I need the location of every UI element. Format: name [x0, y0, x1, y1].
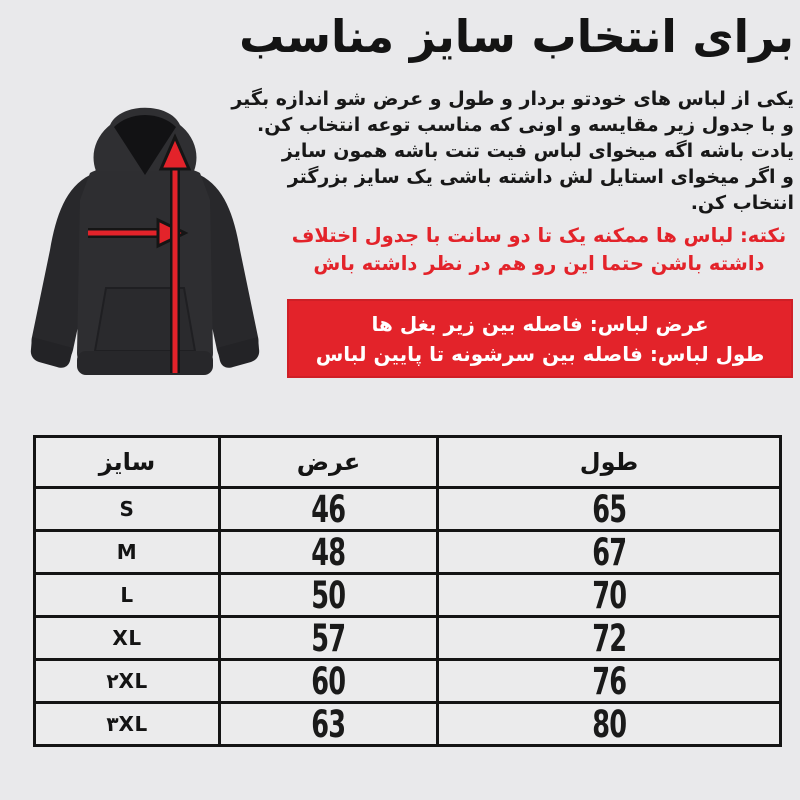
definition-line-width: عرض لباس: فاصله بین زیر بغل ها	[371, 311, 709, 336]
table-row	[35, 531, 781, 574]
intro-line: و اگر میخوای استایل لش داشته باشی یک سایز بزرگتر	[287, 166, 794, 188]
col-header-size: سایز	[35, 437, 220, 488]
cell-size: L	[35, 574, 220, 617]
col-header-width: عرض	[220, 437, 438, 488]
size-table	[33, 435, 782, 747]
note-line: داشته باشن حتما این رو هم در نظر داشته باش	[313, 252, 765, 275]
intro-line: یکی از لباس های خودتو بردار و طول و عرض شو اندازه بگیر	[231, 88, 794, 110]
definition-line-length: طول لباس: فاصله بین سرشونه تا پایین لباس	[315, 341, 765, 366]
cell-length: 80	[438, 703, 781, 746]
cell-width: 46	[220, 488, 438, 531]
cell-length: 76	[438, 660, 781, 703]
page-title: برای انتخاب سایز مناسب	[239, 10, 794, 63]
note-text	[285, 222, 793, 278]
note-line: نکته: لباس ها ممکنه یک تا دو سانت با جدول اختلاف	[291, 224, 787, 247]
cell-size: ۳XL	[35, 703, 220, 746]
table-row	[35, 574, 781, 617]
definitions-box	[287, 299, 793, 378]
cell-length: 72	[438, 617, 781, 660]
cell-length: 70	[438, 574, 781, 617]
intro-line: انتخاب کن.	[690, 192, 794, 214]
cell-size: XL	[35, 617, 220, 660]
table-header-row	[35, 437, 781, 488]
table-row	[35, 617, 781, 660]
size-table-body	[35, 488, 781, 746]
cell-length: 65	[438, 488, 781, 531]
intro-line: یادت باشه اگه میخوای لباس فیت تنت باشه همون سایز	[281, 140, 794, 162]
cell-size: M	[35, 531, 220, 574]
cell-width: 48	[220, 531, 438, 574]
cell-length: 67	[438, 531, 781, 574]
cell-width: 60	[220, 660, 438, 703]
cell-width: 50	[220, 574, 438, 617]
intro-text	[231, 86, 794, 216]
hoodie-image	[8, 95, 283, 395]
col-header-length: طول	[438, 437, 781, 488]
cell-width: 63	[220, 703, 438, 746]
table-row	[35, 660, 781, 703]
table-row	[35, 488, 781, 531]
cell-width: 57	[220, 617, 438, 660]
hoodie-illustration	[8, 95, 283, 395]
cell-size: S	[35, 488, 220, 531]
table-row	[35, 703, 781, 746]
intro-line: و با جدول زیر مقایسه و اونی که مناسب توعه انتخاب کن.	[256, 114, 794, 136]
cell-size: ۲XL	[35, 660, 220, 703]
